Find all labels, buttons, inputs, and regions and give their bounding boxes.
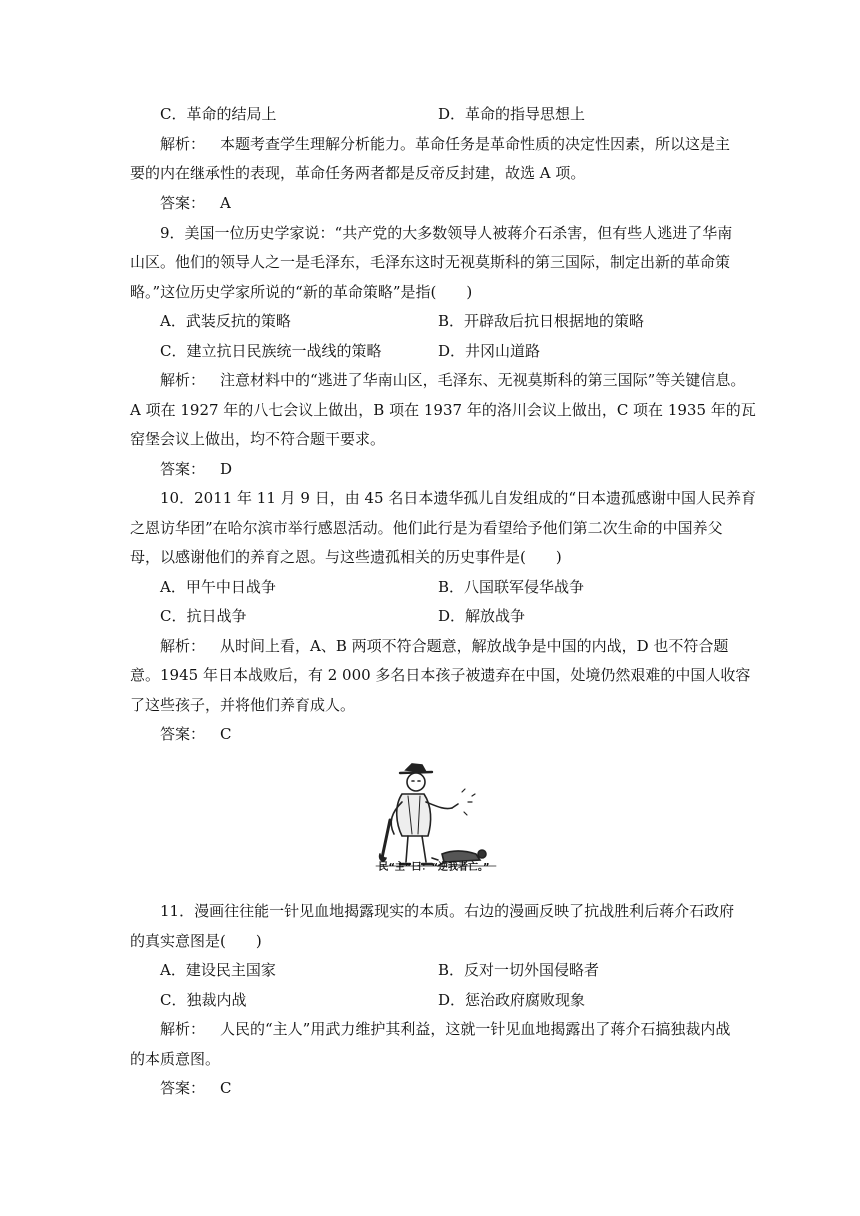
q10-answer (160, 724, 231, 744)
q9-option-d: D．井冈山道路 (438, 342, 541, 360)
q10-option-d: D．解放战争 (438, 607, 526, 625)
q8-analysis-text-1: 本题考查学生理解分析能力。革命任务是革命性质的决定性因素，所以这是主 (220, 135, 731, 153)
q10-analysis-line-3: 了这些孩子，并将他们养育成人。 (130, 696, 356, 714)
q9-answer-value: D (220, 460, 233, 478)
q10-stem-line-3: 母，以感谢他们的养育之恩。与这些遗孤相关的历史事件是( ) (130, 548, 562, 566)
q11-analysis-line-2: 的本质意图。 (130, 1050, 221, 1068)
q11-analysis-line-1 (160, 1019, 730, 1039)
q11-analysis-label: 解析： (160, 1020, 206, 1038)
q8-analysis-line-1 (160, 134, 730, 154)
q10-option-b: B．八国联军侵华战争 (438, 578, 585, 596)
q8-answer-label: 答案： (160, 194, 206, 212)
q10-answer-value: C (220, 725, 232, 743)
q8-option-d: D．革命的指导思想上 (438, 105, 586, 123)
q8-answer-value: A (220, 194, 231, 212)
q9-analysis-label: 解析： (160, 371, 206, 389)
q10-analysis-line-2: 意。1945 年日本战败后，有 2 000 多名日本孩子被遗弃在中国，处境仍然艰难的中国人收容 (130, 666, 751, 684)
q9-analysis-text-1: 注意材料中的“逃进了华南山区，毛泽东、无视莫斯科的第三国际”等关键信息。 (220, 371, 746, 389)
q11-stem-line-2: 的真实意图是( ) (130, 932, 262, 950)
q9-analysis-line-3: 窑堡会议上做出，均不符合题干要求。 (130, 430, 386, 448)
q10-analysis-text-1: 从时间上看，A、B 两项不符合题意，解放战争是中国的内战，D 也不符合题 (220, 637, 729, 655)
q9-analysis-line-1 (160, 370, 745, 390)
q11-option-b: B．反对一切外国侵略者 (438, 961, 600, 979)
q11-answer (160, 1078, 231, 1098)
q11-option-d: D．惩治政府腐败现象 (438, 991, 586, 1009)
q9-analysis-line-2: A 项在 1927 年的八七会议上做出，B 项在 1937 年的洛川会议上做出，C 项在 1935 年的瓦 (130, 401, 756, 419)
q10-stem-line-2: 之恩访华团”在哈尔滨市举行感恩活动。他们此行是为看望给予他们第二次生命的中国养父 (130, 519, 723, 537)
q9-answer-label: 答案： (160, 460, 206, 478)
q11-option-a: A．建设民主国家 (160, 961, 276, 979)
q11-analysis-text-1: 人民的“主人”用武力维护其利益，这就一针见血地揭露出了蒋介石搞独裁内战 (220, 1020, 731, 1038)
q11-answer-value: C (220, 1079, 232, 1097)
q11-stem-line-1: 11．漫画往往能一针见血地揭露现实的本质。右边的漫画反映了抗战胜利后蒋介石政府 (160, 902, 735, 920)
q9-stem-line-2: 山区。他们的领导人之一是毛泽东，毛泽东这时无视莫斯科的第三国际，制定出新的革命策 (130, 253, 731, 271)
q8-answer (160, 193, 231, 213)
q10-stem-line-1: 10．2011 年 11 月 9 日，由 45 名日本遗华孤儿自发组成的“日本遗孤感谢中国人民养育 (160, 489, 757, 507)
q10-answer-label: 答案： (160, 725, 206, 743)
q9-stem-line-1: 9．美国一位历史学家说：“共产党的大多数领导人被蒋介石杀害，但有些人逃进了华南 (160, 224, 733, 242)
q8-option-c: C．革命的结局上 (160, 105, 277, 123)
q9-option-c: C．建立抗日民族统一战线的策略 (160, 342, 382, 360)
q10-analysis-line-1 (160, 636, 728, 656)
q9-option-a: A．武装反抗的策略 (160, 312, 291, 330)
q10-analysis-label: 解析： (160, 637, 206, 655)
q9-answer (160, 459, 232, 479)
q8-analysis-label: 解析： (160, 135, 206, 153)
q11-option-c: C．独裁内战 (160, 991, 247, 1009)
q10-option-a: A．甲午中日战争 (160, 578, 276, 596)
q8-analysis-line-2: 要的内在继承性的表现，革命任务两者都是反帝反封建，故选 A 项。 (130, 164, 586, 182)
q10-option-c: C．抗日战争 (160, 607, 247, 625)
q9-option-b: B．开辟敌后抗日根据地的策略 (438, 312, 645, 330)
cartoon-caption: 民“主”曰：“逆我者亡。” (378, 862, 490, 873)
q11-answer-label: 答案： (160, 1079, 206, 1097)
q9-stem-line-3: 略。”这位历史学家所说的“新的革命策略”是指( ) (130, 283, 473, 301)
